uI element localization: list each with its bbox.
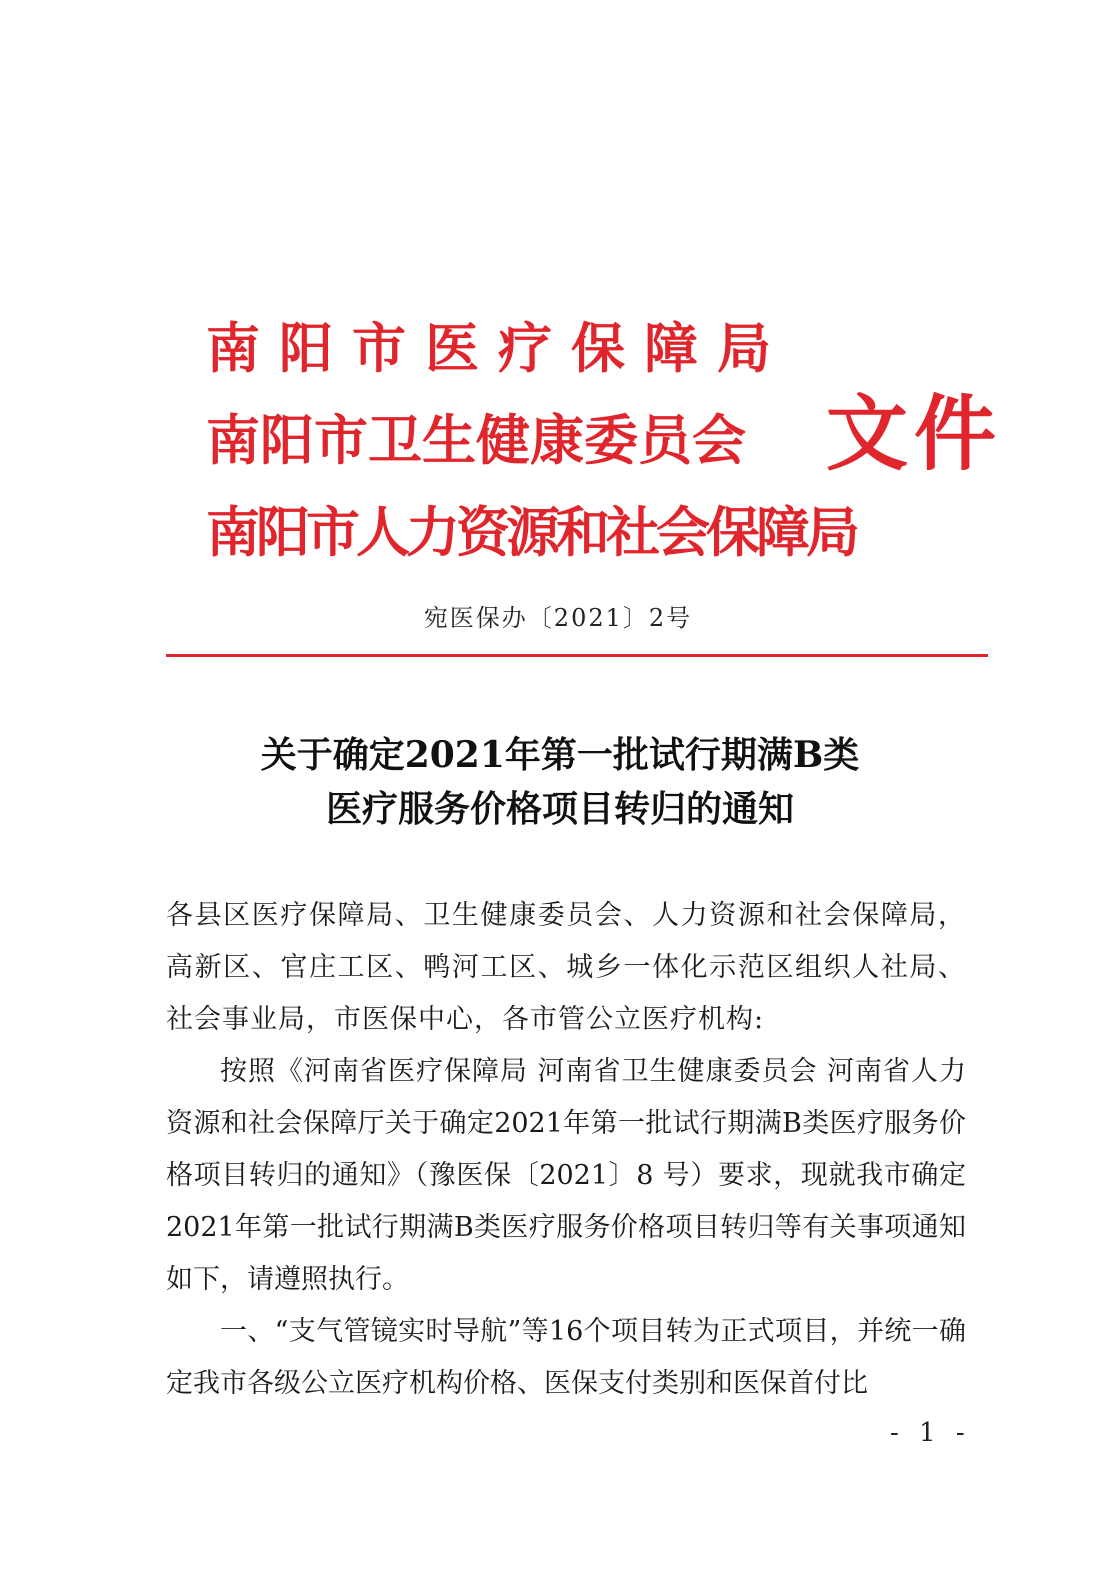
document-type-label: 文件 (826, 386, 1003, 482)
notice-body (166, 890, 966, 1410)
issuing-agencies (206, 302, 856, 578)
body-paragraph-1: 按照《河南省医疗保障局 河南省卫生健康委员会 河南省人力资源和社会保障厅关于确定2021年第一批试行期满B类医疗服务价格项目转归的通知》（豫医保〔2021〕8 号）要求，现就我市确定2021年第一批试行期满B类医疗服务价格项目转归等有关事项通知如下，请遵照执行。 (166, 1056, 966, 1295)
issuer-health-commission: 南阳市卫生健康委员会 (206, 408, 746, 472)
header-divider (166, 654, 988, 657)
issuer-human-resources-bureau: 南阳市人力资源和社会保障局 (206, 500, 856, 564)
page-number: - 1 - (890, 1418, 971, 1448)
notice-title-line-2: 医疗服务价格项目转归的通知 (325, 788, 794, 830)
document-number: 宛医保办〔2021〕2号 (423, 604, 693, 632)
body-paragraph-2: 一、“支气管镜实时导航”等16个项目转为正式项目，并统一确定我市各级公立医疗机构价格、医保支付类别和医保首付比 (166, 1316, 966, 1399)
issuer-medical-security-bureau: 南阳市医疗保障局 (206, 316, 790, 380)
notice-title (160, 728, 960, 836)
recipients-paragraph: 各县区医疗保障局、卫生健康委员会、人力资源和社会保障局，高新区、官庄工区、鸭河工区、城乡一体化示范区组织人社局、社会事业局，市医保中心，各市管公立医疗机构: (166, 900, 966, 1035)
notice-title-line-1: 关于确定2021年第一批试行期满B类 (260, 734, 860, 776)
